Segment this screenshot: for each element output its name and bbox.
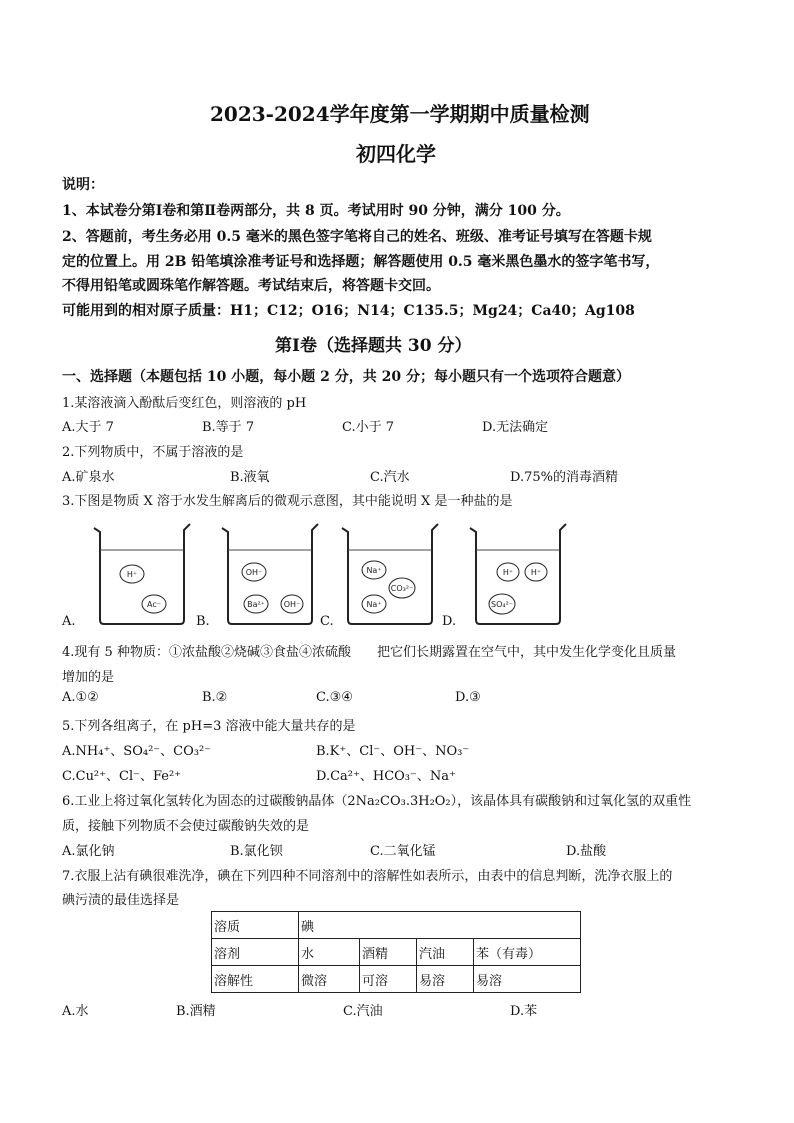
question-4-option-a: A.①② — [62, 690, 99, 705]
question-4-option-c: C.③④ — [316, 690, 353, 705]
question-3-stem: 3.下图是物质 X 溶于水发生解离后的微观示意图，其中能说明 X 是一种盐的是 — [62, 494, 513, 509]
question-3-option-a: A. — [62, 614, 76, 629]
question-4-stem-line-1: 4.现有 5 种物质：①浓盐酸②烧碱③食盐④浓硫酸 把它们长期露置在空气中，其中发生化学变化且质量 — [62, 645, 676, 660]
question-7-stem-line-2: 碘污渍的最佳选择是 — [62, 893, 180, 908]
exam-title: 2023-2024学年度第一学期期中质量检测 — [210, 102, 590, 126]
question-7-option-a: A.水 — [62, 1004, 89, 1019]
ion-label: Ac⁻ — [147, 600, 161, 609]
question-1-stem: 1.某溶液滴入酚酞后变红色，则溶液的 pH — [62, 396, 307, 411]
question-3-option-b: B. — [196, 614, 210, 629]
question-6-stem-line-2: 质，接触下列物质不会使过碳酸钠失效的是 — [62, 819, 310, 834]
question-1-option-c: C.小于 7 — [342, 420, 395, 435]
question-6-stem-line-1: 6.工业上将过氧化氢转化为固态的过碳酸钠晶体（2Na₂CO₃.3H₂O₂），该晶体具有碳酸钠和过氧化氢的双重性 — [62, 794, 692, 809]
instructions-label: 说明： — [62, 177, 104, 193]
instruction-item-1: 1、本试卷分第Ⅰ卷和第Ⅱ卷两部分，共 8 页。考试用时 90 分钟，满分 100 分。 — [62, 203, 570, 219]
table-row — [212, 966, 581, 993]
question-1-option-b: B.等于 7 — [202, 420, 255, 435]
beaker-d — [468, 522, 568, 626]
beaker-b — [220, 522, 320, 626]
question-4-option-d: D.③ — [455, 690, 481, 705]
table-cell: 溶质 — [212, 912, 299, 939]
question-3-option-c: C. — [320, 614, 334, 629]
question-7-option-c: C.汽油 — [343, 1004, 383, 1019]
question-7-option-d: D.苯 — [510, 1004, 538, 1019]
table-cell: 可溶 — [360, 966, 417, 993]
question-6-option-a: A.氯化钠 — [62, 844, 115, 859]
question-1-option-a: A.大于 7 — [62, 420, 114, 435]
table-cell: 易溶 — [417, 966, 474, 993]
ion-label: SO₄²⁻ — [490, 600, 514, 609]
table-cell: 溶剂 — [212, 939, 299, 966]
question-7-option-b: B.酒精 — [176, 1004, 216, 1019]
ion-label: Na⁺ — [366, 600, 382, 609]
instruction-item-2-line-3: 不得用铅笔或圆珠笔作解答题。考试结束后，将答题卡交回。 — [62, 278, 440, 294]
question-2-stem: 2.下列物质中，不属于溶液的是 — [62, 445, 244, 460]
table-cell: 酒精 — [360, 939, 417, 966]
question-5-option-a: A.NH₄⁺、SO₄²⁻、CO₃²⁻ — [62, 744, 212, 759]
question-2-option-c: C.汽水 — [370, 470, 410, 485]
ion-label: CO₃²⁻ — [390, 584, 414, 593]
table-cell: 易溶 — [474, 966, 581, 993]
instruction-item-2-line-2: 定的位置上。用 2B 铅笔填涂准考证号和选择题；解答题使用 0.5 毫米黑色墨水的签字笔书写， — [62, 254, 660, 270]
instruction-item-2-line-1: 2、答题前，考生务必用 0.5 毫米的黑色签字笔将自己的姓名、班级、准考证号填写在答题卡规 — [62, 229, 652, 245]
question-5-option-d: D.Ca²⁺、HCO₃⁻、Na⁺ — [316, 769, 456, 784]
question-6-option-c: C.二氧化锰 — [370, 844, 436, 859]
ion-label: Na⁺ — [366, 566, 382, 575]
question-5-option-b: B.K⁺、Cl⁻、OH⁻、NO₃⁻ — [316, 744, 470, 759]
question-7-stem-line-1: 7.衣服上沾有碘很难洗净，碘在下列四种不同溶剂中的溶解性如表所示，由表中的信息判断，洗净衣服上的 — [62, 869, 673, 884]
question-6-option-d: D.盐酸 — [566, 844, 607, 859]
question-5-stem: 5.下列各组离子，在 pH=3 溶液中能大量共存的是 — [62, 719, 356, 734]
beaker-c — [340, 522, 440, 626]
question-2-option-b: B.液氧 — [230, 470, 270, 485]
table-cell: 碘 — [299, 912, 581, 939]
exam-subtitle: 初四化学 — [356, 142, 436, 166]
section-title: 第Ⅰ卷（选择题共 30 分） — [275, 336, 472, 356]
ion-label: OH⁻ — [245, 568, 263, 577]
table-cell: 溶解性 — [212, 966, 299, 993]
table-cell: 微溶 — [299, 966, 360, 993]
ion-label: H⁺ — [502, 568, 514, 577]
atomic-masses: 可能用到的相对原子质量：H1；C12；O16；N14；C135.5；Mg24；Ca40；Ag108 — [62, 303, 635, 319]
question-4-option-b: B.② — [202, 690, 228, 705]
table-cell: 苯（有毒） — [474, 939, 581, 966]
question-2-option-d: D.75%的消毒酒精 — [510, 470, 618, 485]
question-2-option-a: A.矿泉水 — [62, 470, 115, 485]
ion-label: Ba²⁺ — [247, 600, 265, 609]
beaker-a — [92, 522, 192, 626]
question-5-option-c: C.Cu²⁺、Cl⁻、Fe²⁺ — [62, 769, 182, 784]
table-row — [212, 939, 581, 966]
question-1-option-d: D.无法确定 — [482, 420, 549, 435]
question-3-option-d: D. — [442, 614, 457, 629]
question-6-option-b: B.氯化钡 — [230, 844, 283, 859]
question-4-stem-line-2: 增加的是 — [62, 670, 115, 685]
table-cell: 水 — [299, 939, 360, 966]
ion-label: H⁺ — [126, 570, 138, 579]
table-cell: 汽油 — [417, 939, 474, 966]
ion-label: OH⁻ — [283, 600, 301, 609]
ion-label: H⁺ — [530, 568, 542, 577]
table-row — [212, 912, 581, 939]
solubility-table — [211, 911, 581, 993]
section-heading: 一、选择题（本题包括 10 小题，每小题 2 分，共 20 分；每小题只有一个选项符合题意） — [62, 369, 630, 385]
